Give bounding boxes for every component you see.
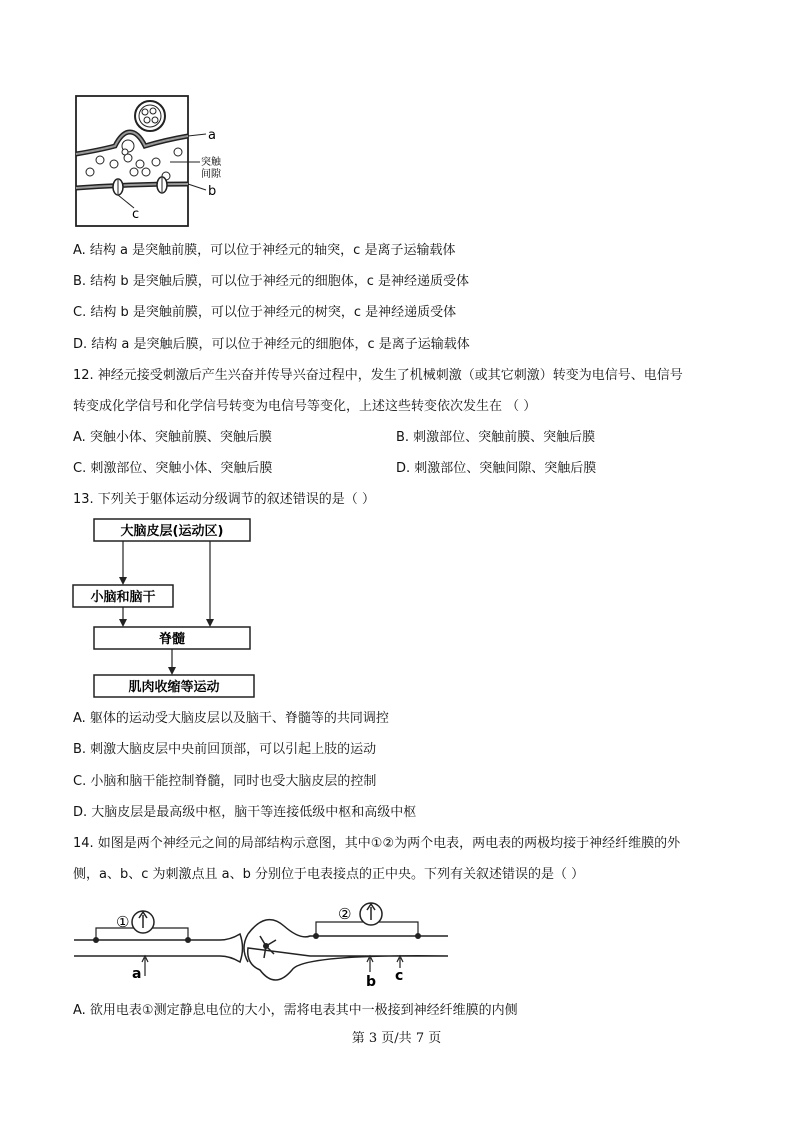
q13-stem: 13. 下列关于躯体运动分级调节的叙述错误的是（ ） <box>73 492 375 507</box>
q12-option-c: C. 刺激部位、突触小体、突触后膜 <box>73 461 273 476</box>
q12-stem-line1: 12. 神经元接受刺激后产生兴奋并传导兴奋过程中，发生了机械刺激（或其它刺激）转变为电信号、电信号 <box>73 368 683 383</box>
q12-option-d: D. 刺激部位、突触间隙、突触后膜 <box>396 461 597 476</box>
q12-option-b: B. 刺激部位、突触前膜、突触后膜 <box>396 430 596 445</box>
meter2-label: ② <box>338 905 352 923</box>
neuron-meters-figure <box>70 890 460 995</box>
stim-b-label: b <box>366 974 377 990</box>
motor-control-flowchart <box>70 515 270 700</box>
q11-option-b: B. 结构 b 是突触后膜，可以位于神经元的细胞体，c 是神经递质受体 <box>73 274 469 289</box>
label-cleft-1: 突触 <box>201 157 221 168</box>
q11-option-c: C. 结构 b 是突触前膜，可以位于神经元的树突，c 是神经递质受体 <box>73 305 457 320</box>
q13-option-a: A. 躯体的运动受大脑皮层以及脑干、脊髓等的共同调控 <box>73 711 389 726</box>
label-c: c <box>132 207 140 222</box>
meter1-label: ① <box>116 913 130 931</box>
label-cleft-2: 间隙 <box>201 169 221 180</box>
stim-a-label: a <box>132 966 142 982</box>
box-muscle: 肌肉收缩等运动 <box>128 680 220 695</box>
q14-stem-line1: 14. 如图是两个神经元之间的局部结构示意图，其中①②为两个电表，两电表的两极均接于神经纤维膜的外 <box>73 836 681 851</box>
synapse-figure <box>70 92 230 232</box>
box-cerebellum: 小脑和脑干 <box>90 590 156 605</box>
q14-option-a: A. 欲用电表①测定静息电位的大小，需将电表其中一极接到神经纤维膜的内侧 <box>73 1003 518 1018</box>
q14-stem-line2: 侧，a、b、c 为刺激点且 a、b 分别位于电表接点的正中央。下列有关叙述错误的是（ ） <box>73 867 585 882</box>
page-footer: 第 3 页/共 7 页 <box>351 1031 442 1046</box>
q12-option-a: A. 突触小体、突触前膜、突触后膜 <box>73 430 272 445</box>
q11-option-d: D. 结构 a 是突触后膜，可以位于神经元的细胞体，c 是离子运输载体 <box>73 337 470 352</box>
q11-option-a: A. 结构 a 是突触前膜，可以位于神经元的轴突，c 是离子运输载体 <box>73 243 456 258</box>
label-b: b <box>208 184 217 199</box>
label-a: a <box>208 128 216 143</box>
box-cortex: 大脑皮层(运动区) <box>120 524 224 539</box>
q13-option-c: C. 小脑和脑干能控制脊髓，同时也受大脑皮层的控制 <box>73 774 377 789</box>
stim-c-label: c <box>395 968 404 984</box>
box-spinal: 脊髓 <box>158 632 186 647</box>
q13-option-d: D. 大脑皮层是最高级中枢，脑干等连接低级中枢和高级中枢 <box>73 805 417 820</box>
q12-stem-line2: 转变成化学信号和化学信号转变为电信号等变化，上述这些转变依次发生在 （ ） <box>73 399 537 414</box>
q13-option-b: B. 刺激大脑皮层中央前回顶部，可以引起上肢的运动 <box>73 742 377 757</box>
